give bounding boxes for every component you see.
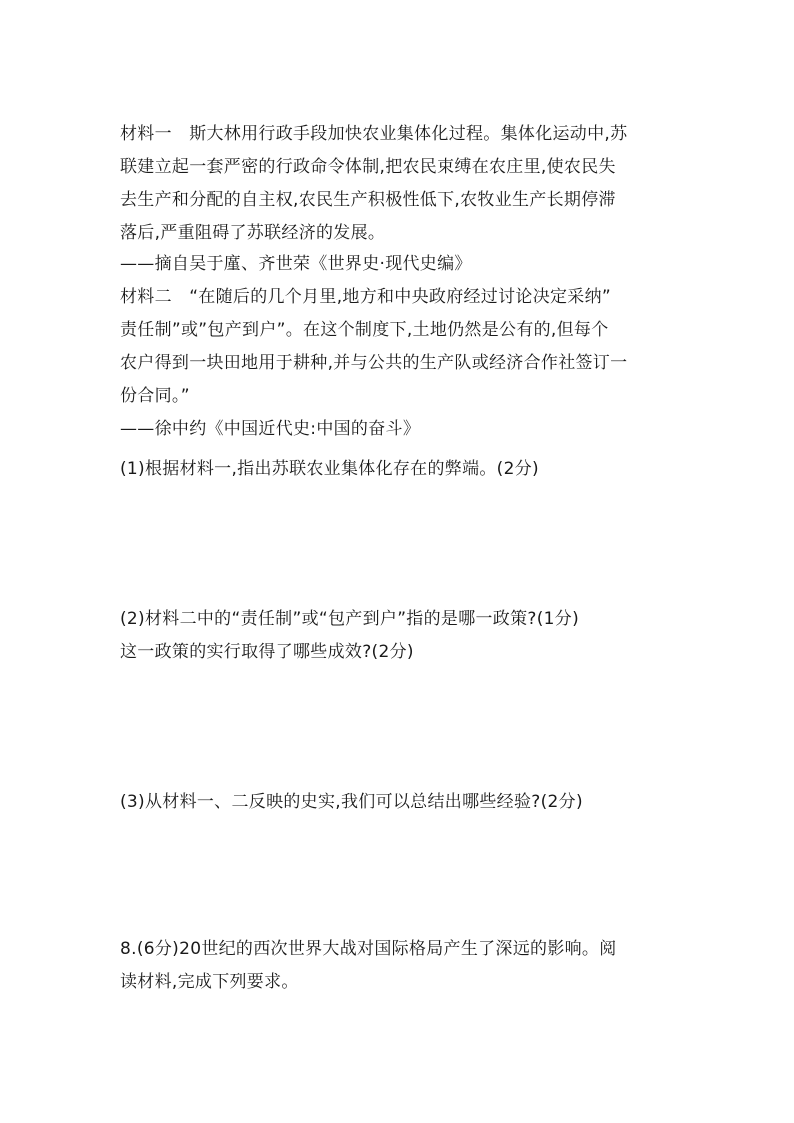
question-1: (1)根据材料一,指出苏联农业集体化存在的弊端。(2分) [120,459,539,479]
document-page [120,0,680,1123]
material1-source: ——摘自吴于廑、齐世荣《世界史·现代史编》 [120,254,472,274]
material1-line-3: 去生产和分配的自主权,农民生产积极性低下,农牧业生产长期停滞 [120,190,616,210]
material2-source: ——徐中约《中国近代史:中国的奋斗》 [120,419,421,439]
question-8-line-1: 8.(6分)20世纪的西次世界大战对国际格局产生了深远的影响。阅 [120,939,617,959]
question-2-line-1: (2)材料二中的“责任制”或“包产到户”指的是哪一政策?(1分) [120,609,580,629]
material1-line-2: 联建立起一套严密的行政命令体制,把农民束缚在农庄里,使农民失 [120,157,616,177]
material2-line-4: 份合同。” [120,386,190,406]
material1-line-4: 落后,严重阻碍了苏联经济的发展。 [120,223,386,243]
material1-line-1: 材料一 斯大林用行政手段加快农业集体化过程。集体化运动中,苏 [120,124,628,144]
question-2-line-2: 这一政策的实行取得了哪些成效?(2分) [120,642,414,662]
material2-line-1: 材料二 “在随后的几个月里,地方和中央政府经过讨论决定采纳” [120,287,612,307]
question-3: (3)从材料一、二反映的史实,我们可以总结出哪些经验?(2分) [120,792,583,812]
question-8-line-2: 读材料,完成下列要求。 [120,972,299,992]
material2-line-2: 责任制”或”包产到户”。在这个制度下,土地仍然是公有的,但每个 [120,320,609,340]
material2-line-3: 农户得到一块田地用于耕种,并与公共的生产队或经济合作社签订一 [120,353,628,373]
